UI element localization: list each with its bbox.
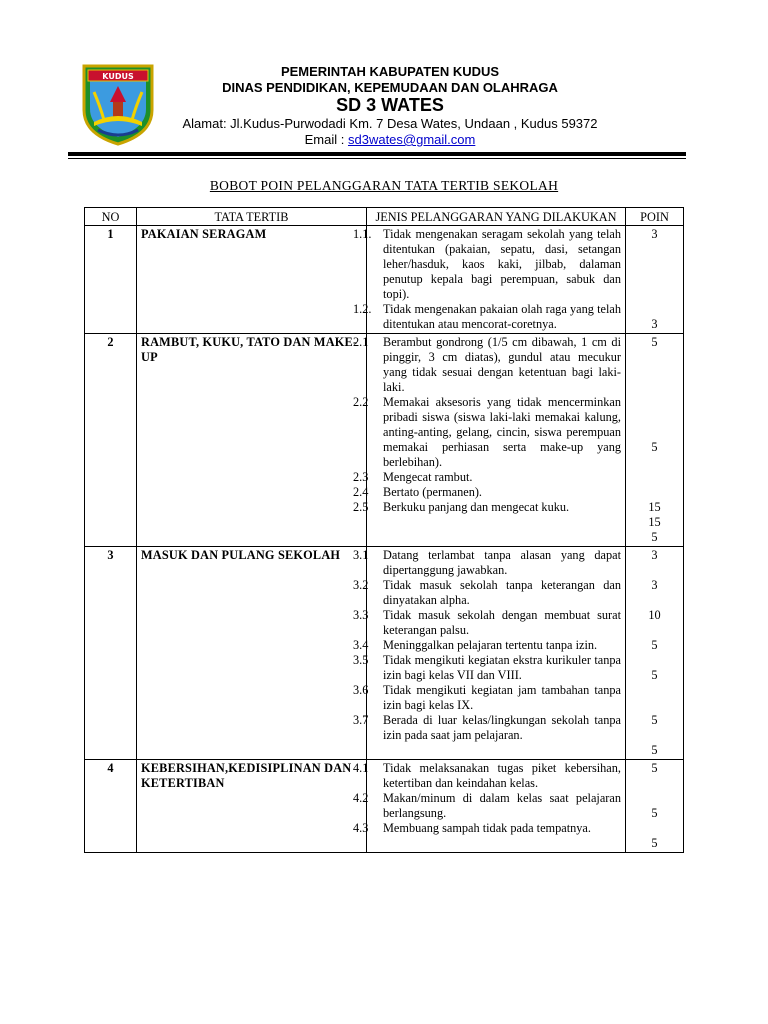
- school-name: SD 3 WATES: [336, 95, 444, 115]
- item-text: Membuang sampah tidak pada tempatnya.: [383, 821, 591, 835]
- email-label: Email :: [304, 132, 348, 147]
- point-value: 5: [651, 668, 658, 682]
- item-text: Berada di luar kelas/lingkungan sekolah tanpa izin pada saat jam pelajaran.: [383, 713, 621, 742]
- violation-item: [353, 761, 621, 791]
- item-number: 4.3: [353, 821, 369, 835]
- violation-item: [353, 821, 621, 836]
- violation-points-table: [84, 207, 684, 853]
- violation-list: [353, 547, 626, 760]
- points-cell: [626, 334, 684, 547]
- col-header-poin: POIN: [626, 208, 684, 226]
- item-number: 1.2.: [353, 302, 372, 316]
- violation-item: [353, 608, 621, 638]
- item-text: Tidak mengenakan seragam sekolah yang telah ditentukan (pakaian, sepatu, dasi, setangan leher/hasduk, kaos kaki, jilbab, dalaman penutup kepala bagi perempuan, sabuk dan topi).: [383, 227, 621, 301]
- item-text: Tidak mengenakan pakaian olah raga yang telah ditentukan atau mencorat-coretnya.: [383, 302, 621, 331]
- violation-item: [353, 227, 621, 302]
- item-number: 3.4: [353, 638, 369, 652]
- item-number: 3.7: [353, 713, 369, 727]
- item-number: 3.3: [353, 608, 369, 622]
- point-value: 15: [648, 515, 661, 529]
- header-rule-thin: [68, 158, 686, 159]
- email-link[interactable]: sd3wates@gmail.com: [347, 132, 476, 147]
- violation-list: [353, 226, 626, 334]
- item-text: Meninggalkan pelajaran tertentu tanpa izin.: [383, 638, 598, 652]
- document-title: BOBOT POIN PELANGGARAN TATA TERTIB SEKOLAH: [209, 178, 559, 193]
- violation-item: [353, 653, 621, 683]
- violation-item: [353, 302, 621, 332]
- point-value: 3: [651, 548, 658, 562]
- col-header-jenis: JENIS PELANGGARAN YANG DILAKUKAN: [367, 208, 626, 226]
- item-text: Datang terlambat tanpa alasan yang dapat dipertanggung jawabkan.: [383, 548, 621, 577]
- violation-item: [353, 578, 621, 608]
- violation-item: [353, 335, 621, 395]
- kudus-emblem-logo: [80, 62, 156, 146]
- point-value: 5: [651, 761, 658, 775]
- table-header-row: [85, 208, 684, 226]
- points-cell: [626, 547, 684, 760]
- point-value: 3: [651, 227, 658, 241]
- table-row: [85, 760, 684, 853]
- row-number: 1: [85, 226, 137, 334]
- violation-item: [353, 638, 621, 653]
- violation-item: [353, 713, 621, 743]
- item-number: 2.1: [353, 335, 369, 349]
- item-text: Berambut gondrong (1/5 cm dibawah, 1 cm di pinggir, 3 cm diatas), gundul atau mecukur yang tidak sesuai dengan ketentuan bagi laki-laki.: [383, 335, 621, 394]
- table-row: [85, 334, 684, 547]
- item-number: 3.6: [353, 683, 369, 697]
- item-text: Tidak mengikuti kegiatan jam tambahan tanpa izin bagi kelas IX.: [383, 683, 621, 712]
- point-value: 5: [651, 743, 658, 757]
- item-number: 4.1: [353, 761, 369, 775]
- table-row: [85, 547, 684, 760]
- point-value: 5: [651, 713, 658, 727]
- table-row: [85, 226, 684, 334]
- item-number: 3.2: [353, 578, 369, 592]
- point-value: 5: [651, 530, 658, 544]
- category-name: MASUK DAN PULANG SEKOLAH: [137, 547, 367, 760]
- item-text: Berkuku panjang dan mengecat kuku.: [383, 500, 570, 514]
- points-cell: [626, 226, 684, 334]
- violation-item: [353, 470, 621, 485]
- item-text: Tidak melaksanakan tugas piket kebersihan, ketertiban dan keindahan kelas.: [383, 761, 621, 790]
- logo-text: KUDUS: [102, 72, 134, 81]
- point-value: 5: [651, 806, 658, 820]
- item-number: 3.1: [353, 548, 369, 562]
- points-cell: [626, 760, 684, 853]
- violation-item: [353, 548, 621, 578]
- violation-item: [353, 500, 621, 515]
- item-text: Bertato (permanen).: [383, 485, 483, 499]
- item-text: Mengecat rambut.: [383, 470, 473, 484]
- violation-item: [353, 485, 621, 500]
- point-value: 5: [651, 836, 658, 850]
- violation-item: [353, 791, 621, 821]
- violation-item: [353, 683, 621, 713]
- row-number: 4: [85, 760, 137, 853]
- item-number: 2.4: [353, 485, 369, 499]
- header-rule-thick: [68, 152, 686, 156]
- category-name: RAMBUT, KUKU, TATO DAN MAKE- UP: [137, 334, 367, 547]
- item-number: 4.2: [353, 791, 369, 805]
- col-header-tata-tertib: TATA TERTIB: [137, 208, 367, 226]
- item-number: 3.5: [353, 653, 369, 667]
- item-text: Memakai aksesoris yang tidak mencerminkan pribadi siswa (siswa laki-laki memakai kalung, anting-anting, gelang, cincin, siswa perempuan memakai perhiasan serta make-up yang berlebihan).: [383, 395, 621, 469]
- department-name: DINAS PENDIDIKAN, KEPEMUDAAN DAN OLAHRAGA: [222, 80, 558, 95]
- item-number: 2.2: [353, 395, 369, 409]
- category-name: PAKAIAN SERAGAM: [137, 226, 367, 334]
- government-name: PEMERINTAH KABUPATEN KUDUS: [280, 64, 500, 79]
- violation-list: [353, 334, 626, 547]
- item-number: 2.3: [353, 470, 369, 484]
- row-number: 3: [85, 547, 137, 760]
- point-value: 10: [648, 608, 661, 622]
- item-text: Makan/minum di dalam kelas saat pelajaran berlangsung.: [383, 791, 621, 820]
- point-value: 5: [651, 440, 658, 454]
- school-address: Alamat: Jl.Kudus-Purwodadi Km. 7 Desa Wates, Undaan , Kudus 59372: [182, 116, 598, 131]
- item-text: Tidak masuk sekolah dengan membuat surat keterangan palsu.: [383, 608, 621, 637]
- point-value: 5: [651, 638, 658, 652]
- item-number: 2.5: [353, 500, 369, 514]
- category-name: KEBERSIHAN,KEDISIPLINAN DAN KETERTIBAN: [137, 760, 367, 853]
- item-number: 1.1.: [353, 227, 372, 241]
- item-text: Tidak masuk sekolah tanpa keterangan dan dinyatakan alpha.: [383, 578, 621, 607]
- point-value: 3: [651, 578, 658, 592]
- violation-item: [353, 395, 621, 470]
- violation-list: [353, 760, 626, 853]
- item-text: Tidak mengikuti kegiatan ekstra kurikuler tanpa izin bagi kelas VII dan VIII.: [383, 653, 621, 682]
- point-value: 3: [651, 317, 658, 331]
- email-line: [160, 132, 620, 147]
- point-value: 15: [648, 500, 661, 514]
- row-number: 2: [85, 334, 137, 547]
- col-header-no: NO: [85, 208, 137, 226]
- point-value: 5: [651, 335, 658, 349]
